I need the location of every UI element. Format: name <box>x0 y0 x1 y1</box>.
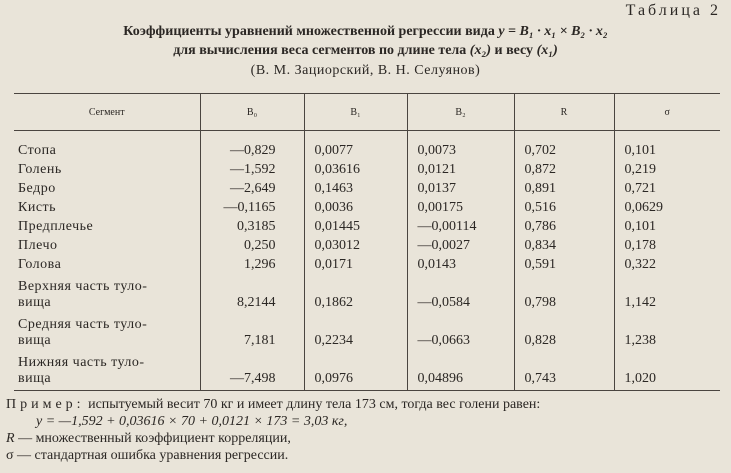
cell-b1: 0,2234 <box>304 311 407 349</box>
cell-b2: 0,04896 <box>407 349 514 391</box>
cell-b2: 0,00175 <box>407 197 514 216</box>
segment-line-1: Верхняя часть туло- <box>18 279 148 294</box>
header-r: R <box>514 94 614 131</box>
cell-b0: —0,829 <box>200 131 304 160</box>
title-line2-mid: и весу <box>494 43 534 58</box>
table-row <box>14 159 720 178</box>
cell-b2: —0,0027 <box>407 235 514 254</box>
cell-sigma: 0,101 <box>614 131 720 160</box>
cell-b2: —0,00114 <box>407 216 514 235</box>
table-notes <box>6 396 540 464</box>
cell-sigma: 1,020 <box>614 349 720 391</box>
cell-segment: Бедро <box>18 181 56 196</box>
cell-b0: 0,3185 <box>200 216 304 235</box>
segment-line-1: Нижняя часть туло- <box>18 355 145 370</box>
table-row <box>14 311 720 349</box>
r-symbol: R <box>6 431 15 446</box>
cell-sigma: 1,142 <box>614 273 720 311</box>
cell-segment: Голова <box>18 257 62 272</box>
cell-b1: 0,1862 <box>304 273 407 311</box>
cell-b0: —2,649 <box>200 178 304 197</box>
example-line <box>6 396 540 413</box>
r-text: — множественный коэффициент корреляции, <box>18 431 291 446</box>
cell-r: 0,743 <box>514 349 614 391</box>
header-b2: B₂ <box>407 94 514 131</box>
cell-segment: Кисть <box>18 200 57 215</box>
cell-b2: 0,0137 <box>407 178 514 197</box>
cell-segment <box>14 311 200 349</box>
table-row <box>14 254 720 273</box>
formula-text: y = —1,592 + 0,03616 × 70 + 0,0121 × 173 = 3,03 кг, <box>36 414 348 429</box>
header-b0: B₀ <box>200 94 304 131</box>
cell-b1: 0,0036 <box>304 197 407 216</box>
title-formula: y = B₁ · x₁ × B₂ · x₂ <box>498 24 608 39</box>
cell-r: 0,891 <box>514 178 614 197</box>
cell-b0: 1,296 <box>200 254 304 273</box>
cell-b0: 7,181 <box>200 311 304 349</box>
example-label: Пример: <box>6 397 85 412</box>
cell-b0: —1,592 <box>200 159 304 178</box>
cell-r: 0,872 <box>514 159 614 178</box>
cell-segment <box>14 349 200 391</box>
table-row <box>14 197 720 216</box>
example-text: испытуемый весит 70 кг и имеет длину тела 173 см, тогда вес голени равен: <box>88 397 541 412</box>
table-title-line-1 <box>0 24 731 40</box>
table-row <box>14 216 720 235</box>
table-row <box>14 131 720 160</box>
cell-r: 0,591 <box>514 254 614 273</box>
cell-b0: —7,498 <box>200 349 304 391</box>
table-title-line-2 <box>0 43 731 59</box>
cell-b0: 8,2144 <box>200 273 304 311</box>
table-row <box>14 349 720 391</box>
cell-b2: 0,0121 <box>407 159 514 178</box>
cell-sigma: 0,322 <box>614 254 720 273</box>
cell-b2: 0,0143 <box>407 254 514 273</box>
cell-b2: —0,0584 <box>407 273 514 311</box>
cell-sigma: 0,101 <box>614 216 720 235</box>
cell-b1: 0,01445 <box>304 216 407 235</box>
title-line2-pre: для вычисления веса сегментов по длине тела <box>173 43 467 58</box>
cell-b1: 0,0976 <box>304 349 407 391</box>
regression-table <box>14 93 720 391</box>
cell-sigma: 1,238 <box>614 311 720 349</box>
sigma-text: — стандартная ошибка уравнения регрессии. <box>17 448 289 463</box>
cell-sigma: 0,178 <box>614 235 720 254</box>
cell-r: 0,834 <box>514 235 614 254</box>
cell-b1: 0,0077 <box>304 131 407 160</box>
cell-sigma: 0,721 <box>614 178 720 197</box>
cell-r: 0,516 <box>514 197 614 216</box>
table-label: Таблица 2 <box>625 2 721 19</box>
cell-b1: 0,03616 <box>304 159 407 178</box>
cell-b2: 0,0073 <box>407 131 514 160</box>
cell-segment: Голень <box>18 162 62 177</box>
header-b1: B₁ <box>304 94 407 131</box>
cell-r: 0,786 <box>514 216 614 235</box>
cell-b1: 0,1463 <box>304 178 407 197</box>
sigma-definition <box>6 447 540 464</box>
segment-line-2: вища <box>18 333 52 348</box>
cell-segment <box>14 273 200 311</box>
segment-line-2: вища <box>18 371 52 386</box>
cell-b1: 0,0171 <box>304 254 407 273</box>
cell-sigma: 0,0629 <box>614 197 720 216</box>
cell-b1: 0,03012 <box>304 235 407 254</box>
cell-r: 0,702 <box>514 131 614 160</box>
title-x1: (x₁) <box>536 43 558 58</box>
cell-segment: Плечо <box>18 238 58 253</box>
segment-line-1: Средняя часть туло- <box>18 317 148 332</box>
table-row <box>14 235 720 254</box>
r-definition <box>6 430 540 447</box>
table-row <box>14 178 720 197</box>
table-header-row <box>14 94 720 131</box>
cell-b2: —0,0663 <box>407 311 514 349</box>
table-authors: (В. М. Зациорский, В. Н. Селуянов) <box>250 63 481 78</box>
cell-segment: Предплечье <box>18 219 94 234</box>
cell-segment: Стопа <box>18 143 57 158</box>
title-x2: (x₂) <box>469 43 492 58</box>
cell-r: 0,798 <box>514 273 614 311</box>
header-sigma: σ <box>614 94 720 131</box>
sigma-symbol: σ <box>6 448 14 463</box>
table-row <box>14 273 720 311</box>
title-text: Коэффициенты уравнений множественной регрессии вида <box>123 24 495 39</box>
header-segment: Сегмент <box>14 94 200 131</box>
cell-r: 0,828 <box>514 311 614 349</box>
cell-b0: —0,1165 <box>200 197 304 216</box>
cell-b0: 0,250 <box>200 235 304 254</box>
segment-line-2: вища <box>18 295 52 310</box>
example-formula <box>6 413 540 430</box>
cell-sigma: 0,219 <box>614 159 720 178</box>
